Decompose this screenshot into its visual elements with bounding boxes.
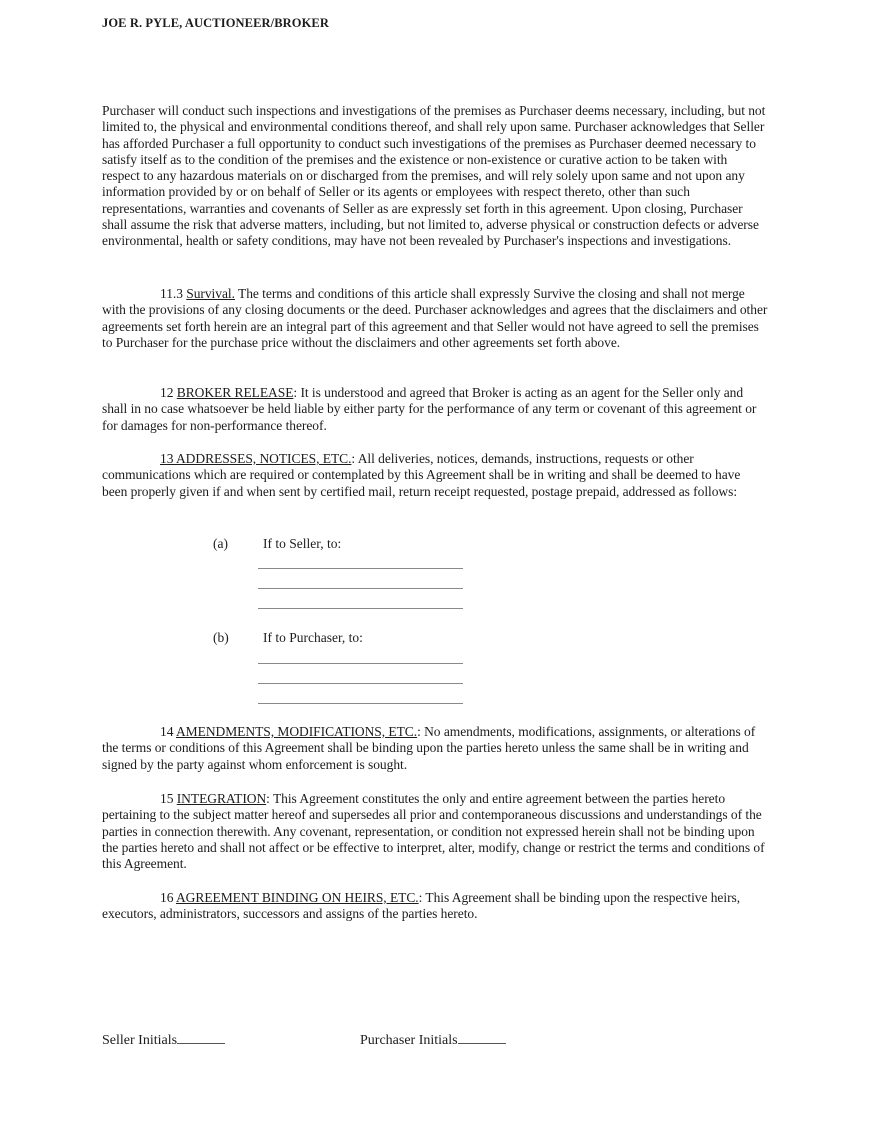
section-heading: BROKER RELEASE: [176, 385, 294, 400]
address-blank-line[interactable]: [258, 664, 463, 684]
section-body: : This Agreement constitutes the only and entire agreement between the parties hereto pertaining to the subject matter hereof and supersedes all prior and contemporaneous discussions and understandings of the parties in connection therewith. Any covenant, representation, or condition not expressed herein shall not be binding upon the parties hereto and shall not affect or be effective to interpret, alter, modify, change or restrict the terms and conditions of this Agreement.: [102, 791, 765, 872]
seller-initials-label: Seller Initials: [102, 1033, 178, 1048]
seller-initials-group: [102, 1028, 225, 1049]
section-16-binding-on-heirs: [102, 890, 768, 923]
section-number: 11.3: [160, 286, 187, 301]
section-number: 14: [160, 724, 176, 739]
purchaser-initials-label: Purchaser Initials: [360, 1033, 458, 1048]
section-heading: AGREEMENT BINDING ON HEIRS, ETC.: [175, 890, 419, 905]
section-12-broker-release: [102, 385, 768, 434]
section-number: 12: [160, 385, 177, 400]
notice-text-a: If to Seller, to:: [263, 536, 342, 551]
seller-address-lines: [258, 549, 463, 609]
section-body: : This Agreement shall be binding upon the respective heirs, executors, administrators, successors and assigns of the parties hereto.: [102, 890, 741, 922]
purchaser-initials-line[interactable]: [458, 1028, 506, 1044]
notice-label-a: (a): [213, 536, 228, 551]
section-body: : All deliveries, notices, demands, instructions, requests or other communications which are required or contemplated by this Agreement shall be in writing and shall be deemed to have been properly given if and when sent by certified mail, return receipt requested, postage prepaid, addressed as follows:: [102, 451, 741, 499]
section-number: 15: [160, 791, 177, 806]
section-body: : It is understood and agreed that Broker is acting as an agent for the Seller only and shall in no case whatsoever be held liable by either party for the performance of any term or covenant of this agreement or for damages for non-performance thereof.: [102, 385, 757, 433]
section-15-integration: [102, 791, 768, 872]
section-heading: 13 ADDRESSES, NOTICES, ETC.: [160, 451, 352, 466]
address-blank-line[interactable]: [258, 569, 463, 589]
section-body: The terms and conditions of this article shall expressly Survive the closing and shall not merge with the provisions of any closing documents or the deed. Purchaser acknowledges and agrees that the disclaimers and other agreements set forth herein are an integral part of this agreement and that Seller would not have agreed to sell the premises to Purchaser for the purchase price without the disclaimers and other agreements set forth above.: [102, 286, 768, 350]
section-number: 16: [160, 890, 176, 905]
address-blank-line[interactable]: [258, 644, 463, 664]
address-blank-line[interactable]: [258, 589, 463, 609]
purchaser-initials-group: [360, 1028, 506, 1049]
section-heading: AMENDMENTS, MODIFICATIONS, ETC.: [175, 724, 418, 739]
notice-label-b: (b): [213, 630, 229, 645]
section-heading: Survival.: [186, 286, 235, 301]
section-heading: INTEGRATION: [176, 791, 267, 806]
section-11-3-survival: [102, 286, 768, 351]
section-13-addresses-notices: [102, 451, 768, 500]
seller-initials-line[interactable]: [177, 1028, 225, 1044]
notice-text-b: If to Purchaser, to:: [263, 630, 363, 645]
intro-paragraph: Purchaser will conduct such inspections and investigations of the premises as Purchaser deems necessary, including, but not limited to, the physical and environmental conditions thereof, and shall rely upon same. Purchaser acknowledges that Seller has afforded Purchaser a full opportunity to conduct such investigations of the premises as Purchaser deemed necessary to satisfy itself as to the condition of the premises and the existence or non-existence or curative action to be taken with respect to any hazardous materials on or discharged from the premises, and will rely solely upon same and not upon any information provided by or on behalf of Seller or its agents or employees with respect thereto, other than such representations, warranties and covenants of Seller as are expressly set forth in this agreement. Upon closing, Purchaser shall assume the risk that adverse matters, including, but not limited to, adverse physical or construction defects or adverse environmental, health or safety conditions, may have not been revealed by Purchaser's inspections and investigations.: [102, 103, 766, 249]
section-body: : No amendments, modifications, assignments, or alterations of the terms or conditions of this Agreement shall be binding upon the parties hereto unless the same shall be in writing and signed by the party against whom enforcement is sought.: [102, 724, 756, 772]
initials-footer: [102, 1028, 768, 1054]
address-blank-line[interactable]: [258, 549, 463, 569]
purchaser-address-lines: [258, 644, 463, 704]
document-header: JOE R. PYLE, AUCTIONEER/BROKER: [102, 16, 329, 30]
address-blank-line[interactable]: [258, 684, 463, 704]
section-14-amendments: [102, 724, 768, 773]
